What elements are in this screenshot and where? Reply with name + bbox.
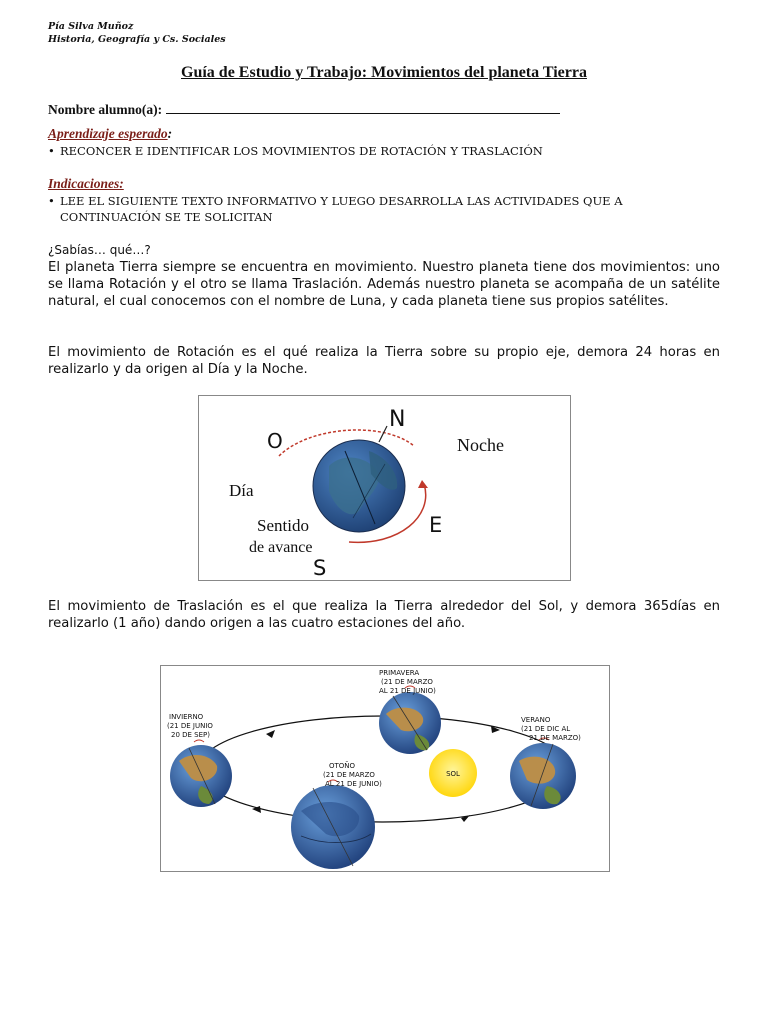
did-you-know: ¿Sabías… qué…? — [48, 243, 151, 257]
subject-name: Historia, Geografía y Cs. Sociales — [48, 34, 226, 45]
autumn-label-line2: (21 DE MARZO — [323, 771, 375, 779]
spring-label-line1: PRIMAVERA — [379, 669, 420, 677]
south-label: S — [313, 556, 327, 580]
north-label: N — [389, 407, 406, 432]
rotation-diagram — [199, 396, 570, 580]
spring-label-line2: (21 DE MARZO — [381, 678, 433, 686]
night-label: Noche — [457, 435, 504, 455]
earth-winter-icon — [170, 745, 232, 807]
learning-heading: Aprendizaje esperado: — [48, 126, 173, 141]
autumn-label-line1: OTOÑO — [329, 762, 356, 770]
bullet-dot-icon: • — [48, 144, 55, 158]
winter-label-line1: INVIERNO — [169, 713, 204, 721]
learning-bullet: • RECONCER E IDENTIFICAR LOS MOVIMIENTOS DE ROTACIÓN Y TRASLACIÓN — [48, 144, 543, 158]
translation-figure — [160, 665, 610, 872]
paragraph-planet-movement: El planeta Tierra siempre se encuentra en movimiento. Nuestro planeta tiene dos movimientos: uno se llama Rotación y el otro se llama Traslación. Además nuestro planeta se acompaña de un satélite natural, el cual conocemos con el nombre de Luna, y cada planeta tiene sus propios satélites. — [48, 260, 720, 309]
day-label: Día — [229, 481, 254, 500]
rotation-arrow-icon — [418, 480, 428, 488]
author-name: Pía Silva Muñoz — [48, 21, 134, 32]
winter-label-line3: 20 DE SEP) — [171, 731, 210, 739]
rotation-figure — [198, 395, 571, 581]
sun-label: SOL — [446, 770, 460, 778]
summer-label-line1: VERANO — [521, 716, 551, 724]
autumn-label-line3: AL 21 DE JUNIO) — [325, 780, 382, 788]
paragraph-translation: El movimiento de Traslación es el que realiza la Tierra alrededor del Sol, y demora 365días en realizarlo (1 año) dando origen a las cuatro estaciones del año. — [48, 599, 720, 631]
student-name-field[interactable] — [166, 103, 560, 114]
page-title: Guía de Estudio y Trabajo: Movimientos del planeta Tierra — [181, 64, 587, 81]
earth-icon — [313, 440, 405, 532]
spring-label-line3: AL 21 DE JUNIO) — [379, 687, 436, 695]
paragraph-rotation: El movimiento de Rotación es el qué realiza la Tierra sobre su propio eje, demora 24 horas en realizarlo y da origen al Día y la Noche. — [48, 345, 720, 377]
summer-label-line3: 21 DE MARZO) — [529, 734, 581, 742]
earth-spring-icon — [379, 692, 441, 754]
direction-label-line2: de avance — [249, 539, 313, 556]
winter-label-line2: (21 DE JUNIO — [167, 722, 213, 730]
student-name-label: Nombre alumno(a): — [48, 102, 163, 117]
earth-autumn-icon — [291, 785, 375, 869]
earth-summer-icon — [510, 743, 576, 809]
earth-axis — [379, 426, 387, 442]
east-label: E — [429, 513, 443, 537]
bullet-dot-icon: • — [48, 194, 55, 208]
orbit-arrow-icon — [266, 730, 275, 738]
translation-diagram — [161, 666, 609, 871]
instructions-heading: Indicaciones: — [48, 176, 124, 191]
student-name-row — [48, 102, 560, 118]
document-header — [48, 20, 226, 46]
summer-label-line2: (21 DE DIC AL — [521, 725, 571, 733]
rotation-marker-icon — [194, 740, 204, 742]
west-label: O — [267, 429, 283, 453]
direction-label-line1: Sentido — [257, 516, 309, 535]
instructions-bullet: • LEE EL SIGUIENTE TEXTO INFORMATIVO Y LUEGO DESARROLLA LAS ACTIVIDADES QUE A CONTINUACIÓN SE TE SOLICITAN — [48, 194, 623, 224]
